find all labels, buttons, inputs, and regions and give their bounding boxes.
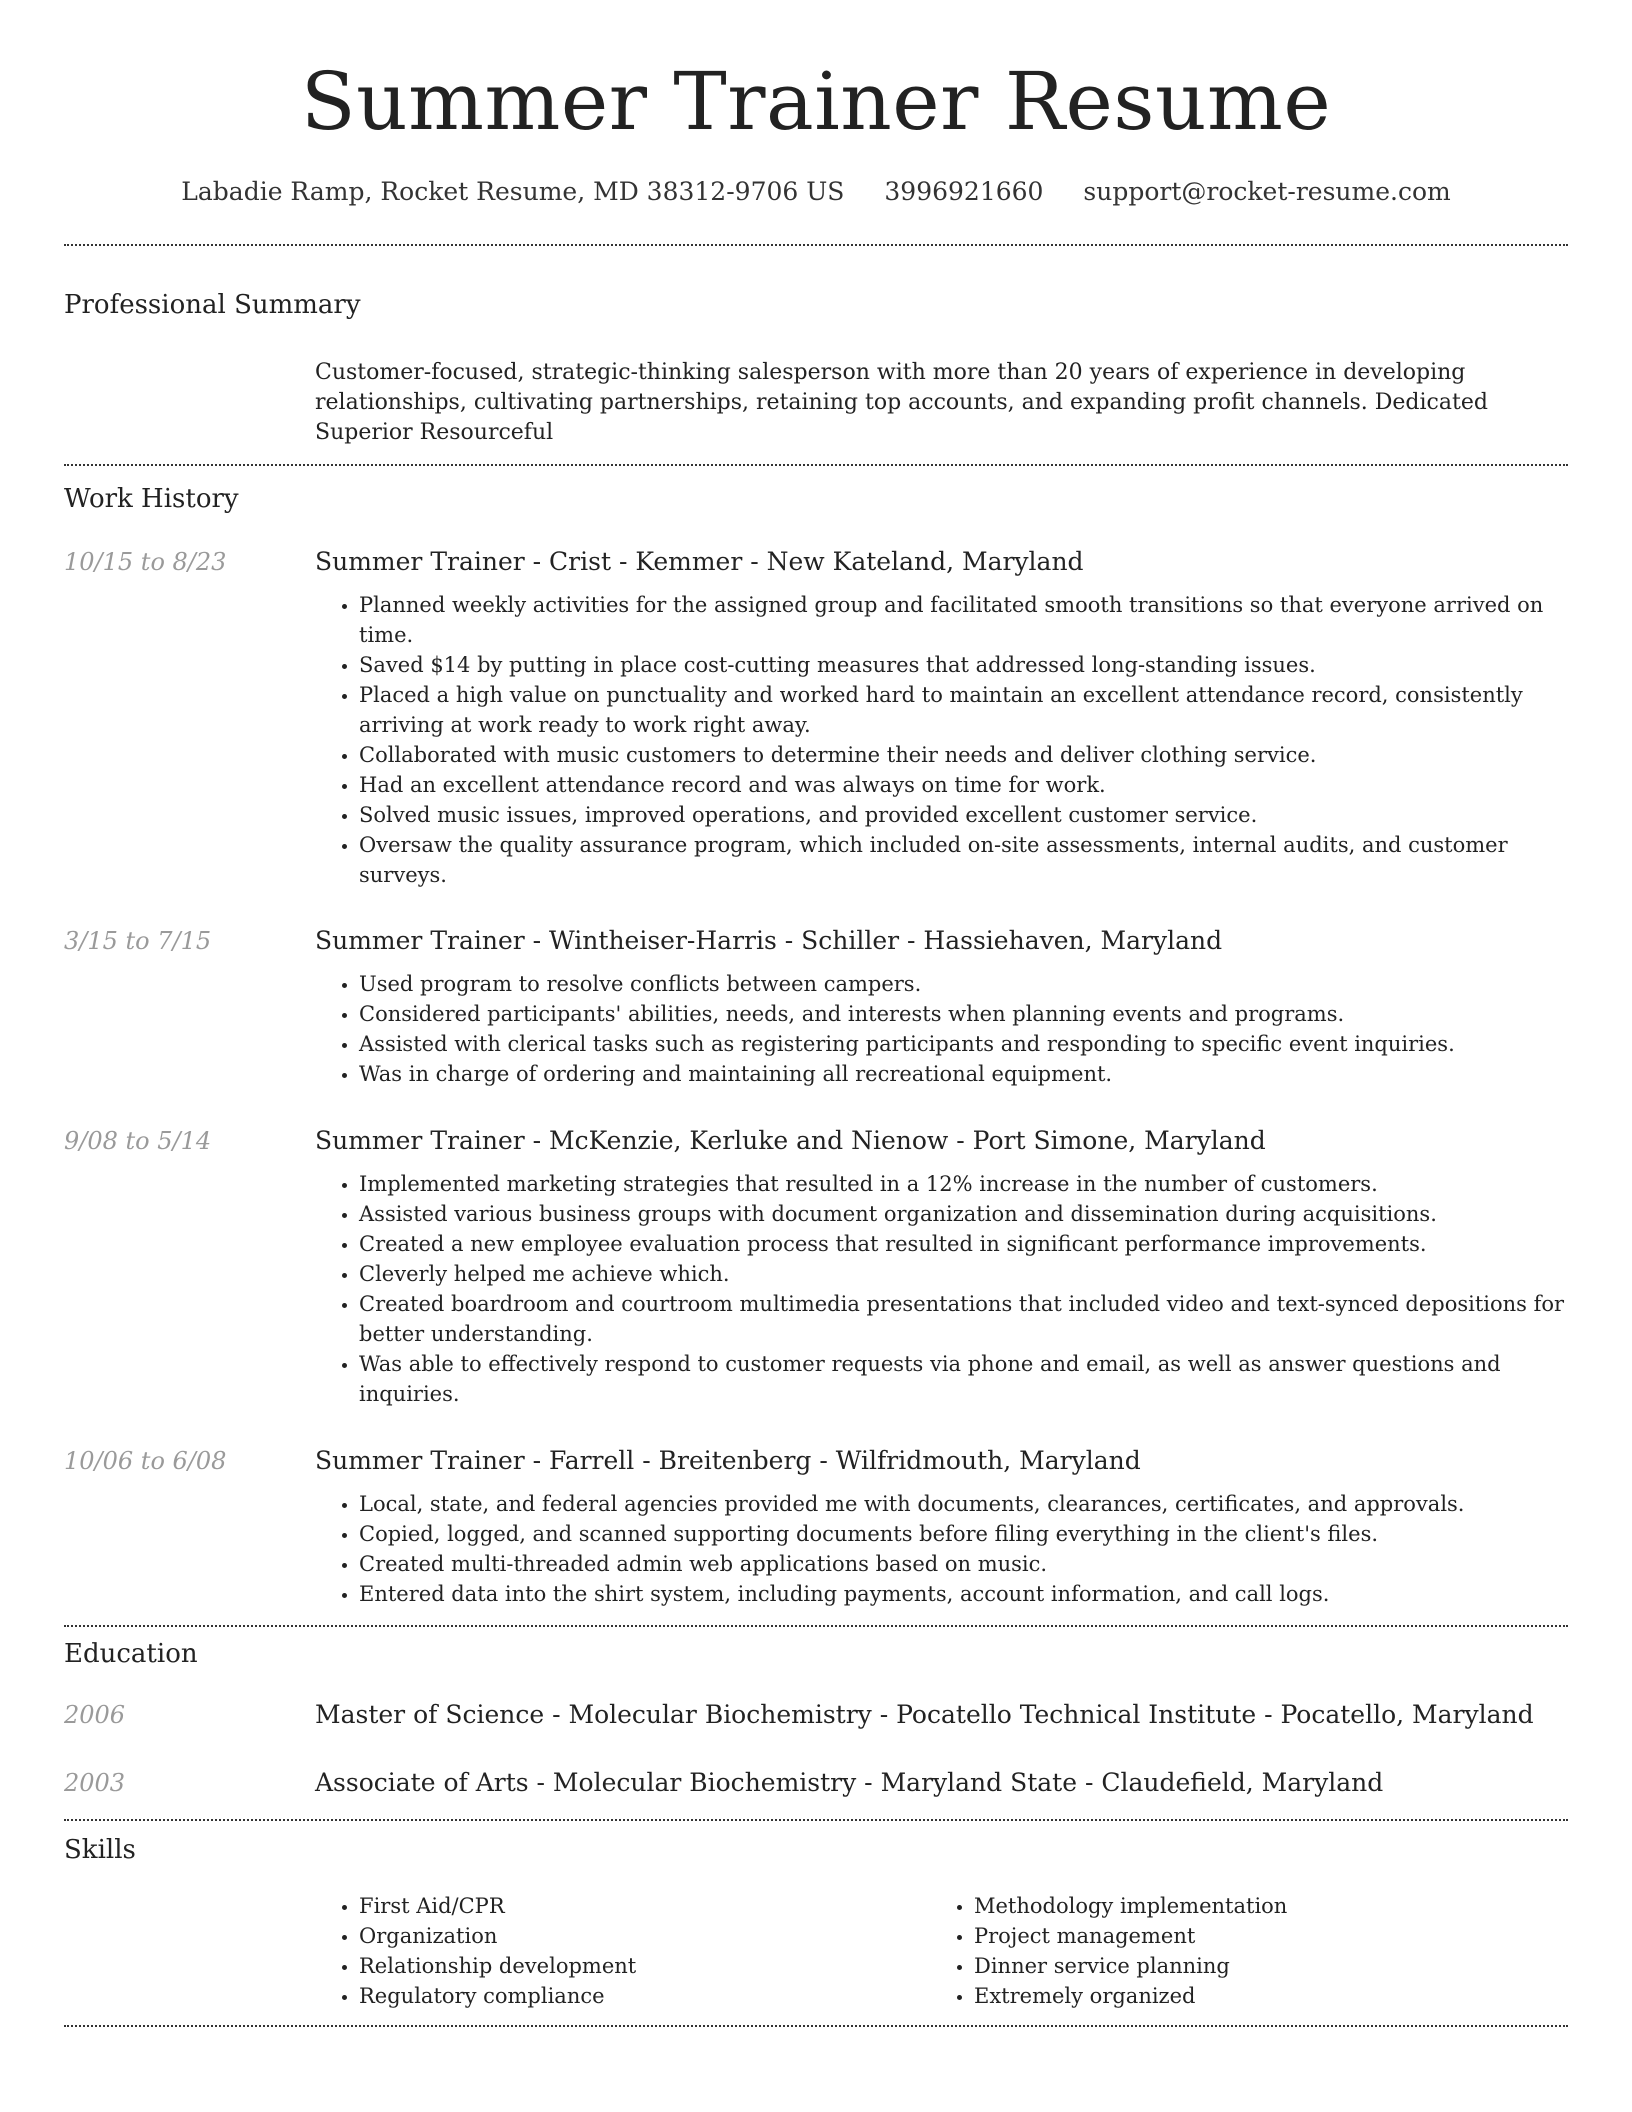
job-body: [315, 925, 1568, 1089]
contact-email: support@rocket-resume.com: [1083, 177, 1451, 206]
work-history-section: [64, 482, 1568, 1609]
contact-phone: 3996921660: [884, 177, 1044, 206]
education-degree: Master of Science - Molecular Biochemistry - Pocatello Technical Institute - Pocatello, Maryland: [315, 1700, 1534, 1729]
job-dates: 3/15 to 7/15: [64, 927, 212, 955]
skills-list: [930, 1891, 1545, 2011]
job-title: Summer Trainer - Wintheiser-Harris - Schiller - Hassiehaven, Maryland: [315, 926, 1223, 955]
job-bullet: • Created a new employee evaluation process that resulted in significant performance improvements.: [359, 1229, 1568, 1259]
summary-text: Customer-focused, strategic-thinking salesperson with more than 20 years of experience in developing relationships, cultivating partnerships, retaining top accounts, and expanding profit channels. Dedicated Superior Resourceful: [315, 360, 1488, 445]
section-divider: [64, 244, 1568, 246]
skills-list: [315, 1891, 930, 2011]
education-year: 2006: [64, 1701, 126, 1729]
section-title-education: Education: [64, 1639, 198, 1669]
section-divider: [64, 1819, 1568, 1821]
job-bullet: • Oversaw the quality assurance program, which included on-site assessments, internal audits, and customer surveys.: [359, 830, 1568, 890]
job-dates: 10/06 to 6/08: [64, 1447, 227, 1475]
job-body: [315, 1125, 1568, 1409]
job-entry: [64, 546, 1568, 890]
job-dates: 10/15 to 8/23: [64, 548, 227, 576]
job-bullet: • Used program to resolve conflicts between campers.: [359, 969, 1568, 999]
job-bullet: • Copied, logged, and scanned supporting documents before filing everything in the client's files.: [359, 1519, 1568, 1549]
job-bullet: • Entered data into the shirt system, including payments, account information, and call logs.: [359, 1579, 1568, 1609]
job-bullet: • Solved music issues, improved operations, and provided excellent customer service.: [359, 800, 1568, 830]
job-bullet: • Placed a high value on punctuality and worked hard to maintain an excellent attendance record, consistently arriving at work ready to work right away.: [359, 680, 1568, 740]
job-entry: [64, 1445, 1568, 1609]
job-bullet: • Assisted with clerical tasks such as registering participants and responding to specific event inquiries.: [359, 1029, 1568, 1059]
job-bullet-list: [315, 1489, 1568, 1609]
job-bullet-list: [315, 1169, 1568, 1409]
job-bullet: • Created boardroom and courtroom multimedia presentations that included video and text-synced depositions for better understanding.: [359, 1289, 1568, 1349]
section-title-skills: Skills: [64, 1835, 136, 1865]
section-divider: [64, 1625, 1568, 1627]
skills-column-left: [315, 1891, 930, 2011]
education-degree: Associate of Arts - Molecular Biochemistry - Maryland State - Claudefield, Maryland: [315, 1768, 1384, 1797]
skills-section: [64, 1833, 1568, 2011]
job-entry: [64, 925, 1568, 1089]
skill-item: • Project management: [974, 1921, 1545, 1951]
section-title-summary: Professional Summary: [64, 290, 361, 320]
section-title-work: Work History: [64, 484, 239, 514]
job-bullet: • Implemented marketing strategies that resulted in a 12% increase in the number of customers.: [359, 1169, 1568, 1199]
job-body: [315, 546, 1568, 890]
job-bullet: • Collaborated with music customers to determine their needs and deliver clothing service.: [359, 740, 1568, 770]
job-title: Summer Trainer - McKenzie, Kerluke and Nienow - Port Simone, Maryland: [315, 1126, 1266, 1155]
skill-item: • First Aid/CPR: [359, 1891, 930, 1921]
job-bullet-list: [315, 969, 1568, 1089]
job-dates: 9/08 to 5/14: [64, 1127, 212, 1155]
skill-item: • Regulatory compliance: [359, 1981, 930, 2011]
education-entry: [64, 1765, 1568, 1801]
education-entry: [64, 1697, 1568, 1733]
job-title: Summer Trainer - Farrell - Breitenberg - Wilfridmouth, Maryland: [315, 1446, 1141, 1475]
job-bullet: • Was able to effectively respond to customer requests via phone and email, as well as answer questions and inquiries.: [359, 1349, 1568, 1409]
job-bullet: • Cleverly helped me achieve which.: [359, 1259, 1568, 1289]
professional-summary-section: [64, 288, 1568, 448]
education-year: 2003: [64, 1769, 126, 1797]
job-entry: [64, 1125, 1568, 1409]
job-bullet: • Local, state, and federal agencies provided me with documents, clearances, certificates, and approvals.: [359, 1489, 1568, 1519]
skill-item: • Extremely organized: [974, 1981, 1545, 2011]
section-divider: [64, 464, 1568, 466]
skill-item: • Dinner service planning: [974, 1951, 1545, 1981]
job-bullet: • Saved $14 by putting in place cost-cutting measures that addressed long-standing issues.: [359, 650, 1568, 680]
contact-line: [64, 176, 1568, 208]
job-bullet-list: [315, 590, 1568, 890]
job-title: Summer Trainer - Crist - Kemmer - New Kateland, Maryland: [315, 547, 1084, 576]
skill-item: • Methodology implementation: [974, 1891, 1545, 1921]
resume-title: Summer Trainer Resume: [300, 55, 1332, 148]
skills-grid: [315, 1891, 1568, 2011]
job-bullet: • Planned weekly activities for the assigned group and facilitated smooth transitions so that everyone arrived on time.: [359, 590, 1568, 650]
skill-item: • Relationship development: [359, 1951, 930, 1981]
job-bullet: • Created multi-threaded admin web applications based on music.: [359, 1549, 1568, 1579]
contact-address: Labadie Ramp, Rocket Resume, MD 38312-9706 US: [181, 177, 845, 206]
section-divider: [64, 2025, 1568, 2027]
job-body: [315, 1445, 1568, 1609]
skills-column-right: [930, 1891, 1545, 2011]
job-bullet: • Assisted various business groups with document organization and dissemination during acquisitions.: [359, 1199, 1568, 1229]
skill-item: • Organization: [359, 1921, 930, 1951]
resume-header: [64, 0, 1568, 208]
job-bullet: • Considered participants' abilities, needs, and interests when planning events and programs.: [359, 999, 1568, 1029]
job-bullet: • Was in charge of ordering and maintaining all recreational equipment.: [359, 1059, 1568, 1089]
job-bullet: • Had an excellent attendance record and was always on time for work.: [359, 770, 1568, 800]
education-section: [64, 1637, 1568, 1801]
